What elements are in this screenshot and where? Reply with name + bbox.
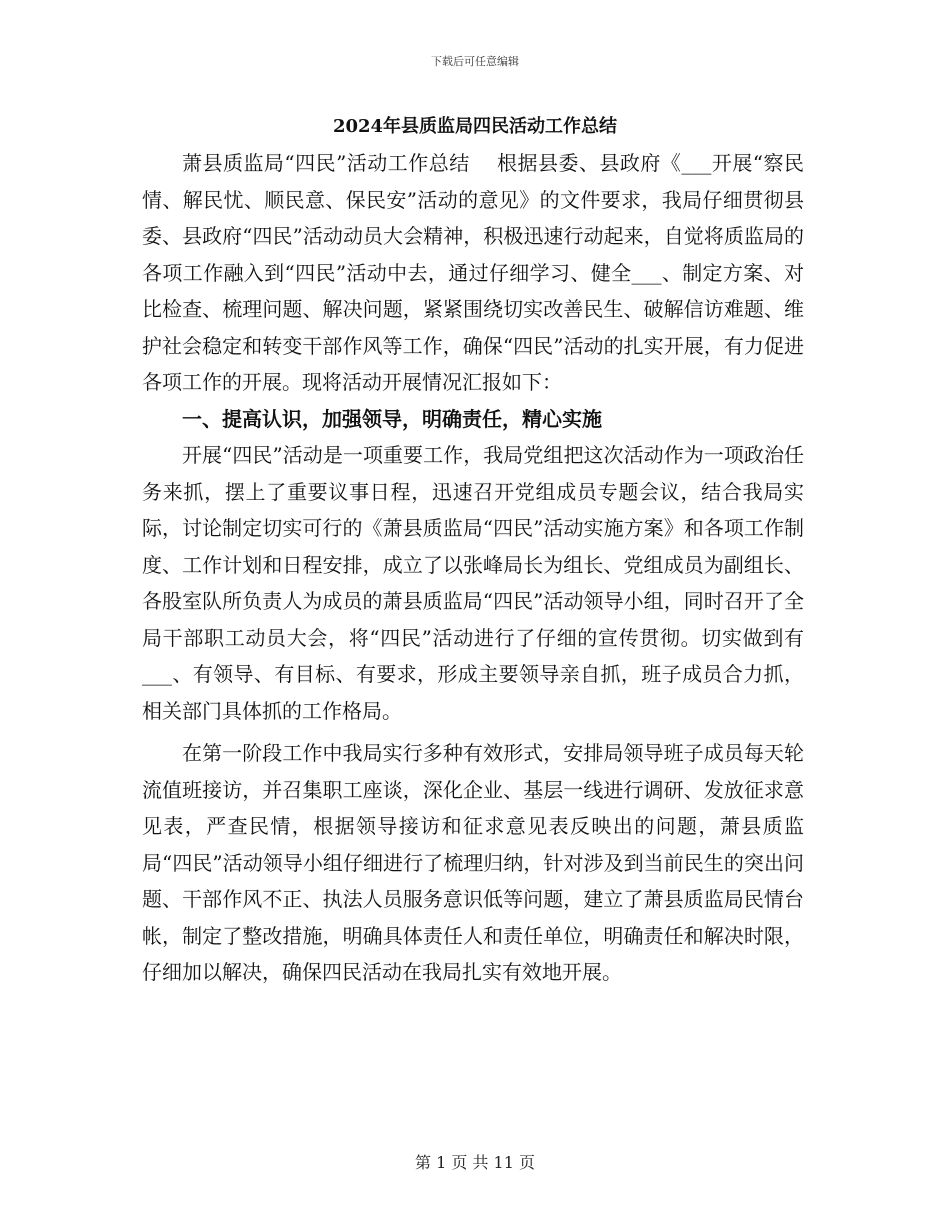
document-title: 2024年县质监局四民活动工作总结: [332, 116, 618, 137]
paragraph-leadership: 开展“四民”活动是一项重要工作，我局党组把这次活动作为一项政治任务来抓，摆上了重要议事日程，迅速召开党组成员专题会议，结合我局实际，讨论制定切实可行的《萧县质监局“四民”活动实施方案》和各项工作制度、工作计划和日程安排，成立了以张峰局长为组长、党组成员为副组长、各股室队所负责人为成员的萧县质监局“四民”活动领导小组，同时召开了全局干部职工动员大会，将“四民”活动进行了仔细的宣传贯彻。切实做到有___、有领导、有目标、有要求，形成主要领导亲自抓，班子成员合力抓，相关部门具体抓的工作格局。: [142, 443, 804, 723]
page-number: 第 1 页 共 11 页: [415, 1153, 535, 1172]
document-body: [142, 145, 804, 991]
paragraph-intro: 萧县质监局“四民”活动工作总结 根据县委、县政府《___开展“察民情、解民忧、顺民意、保民安”活动的意见》的文件要求，我局仔细贯彻县委、县政府“四民”活动动员大会精神，积极迅速行动起来，自觉将质监局的各项工作融入到“四民”活动中去，通过仔细学习、健全___、制定方案、对比检查、梳理问题、解决问题，紧紧围绕切实改善民生、破解信访难题、维护社会稳定和转变干部作风等工作，确保“四民”活动的扎实开展，有力促进各项工作的开展。现将活动开展情况汇报如下：: [142, 151, 804, 394]
paragraph-first-stage: 在第一阶段工作中我局实行多种有效形式，安排局领导班子成员每天轮流值班接访，并召集职工座谈，深化企业、基层一线进行调研、发放征求意见表，严查民情，根据领导接访和征求意见表反映出的问题，萧县质监局“四民”活动领导小组仔细进行了梳理归纳，针对涉及到当前民生的突出问题、干部作风不正、执法人员服务意识低等问题，建立了萧县质监局民情台帐，制定了整改措施，明确具体责任人和责任单位，明确责任和解决时限，仔细加以解决，确保四民活动在我局扎实有效地开展。: [142, 741, 804, 984]
section-heading-1: 一、提高认识，加强领导，明确责任，精心实施: [182, 406, 602, 431]
page-header-note: 下载后可任意编辑: [431, 55, 519, 68]
